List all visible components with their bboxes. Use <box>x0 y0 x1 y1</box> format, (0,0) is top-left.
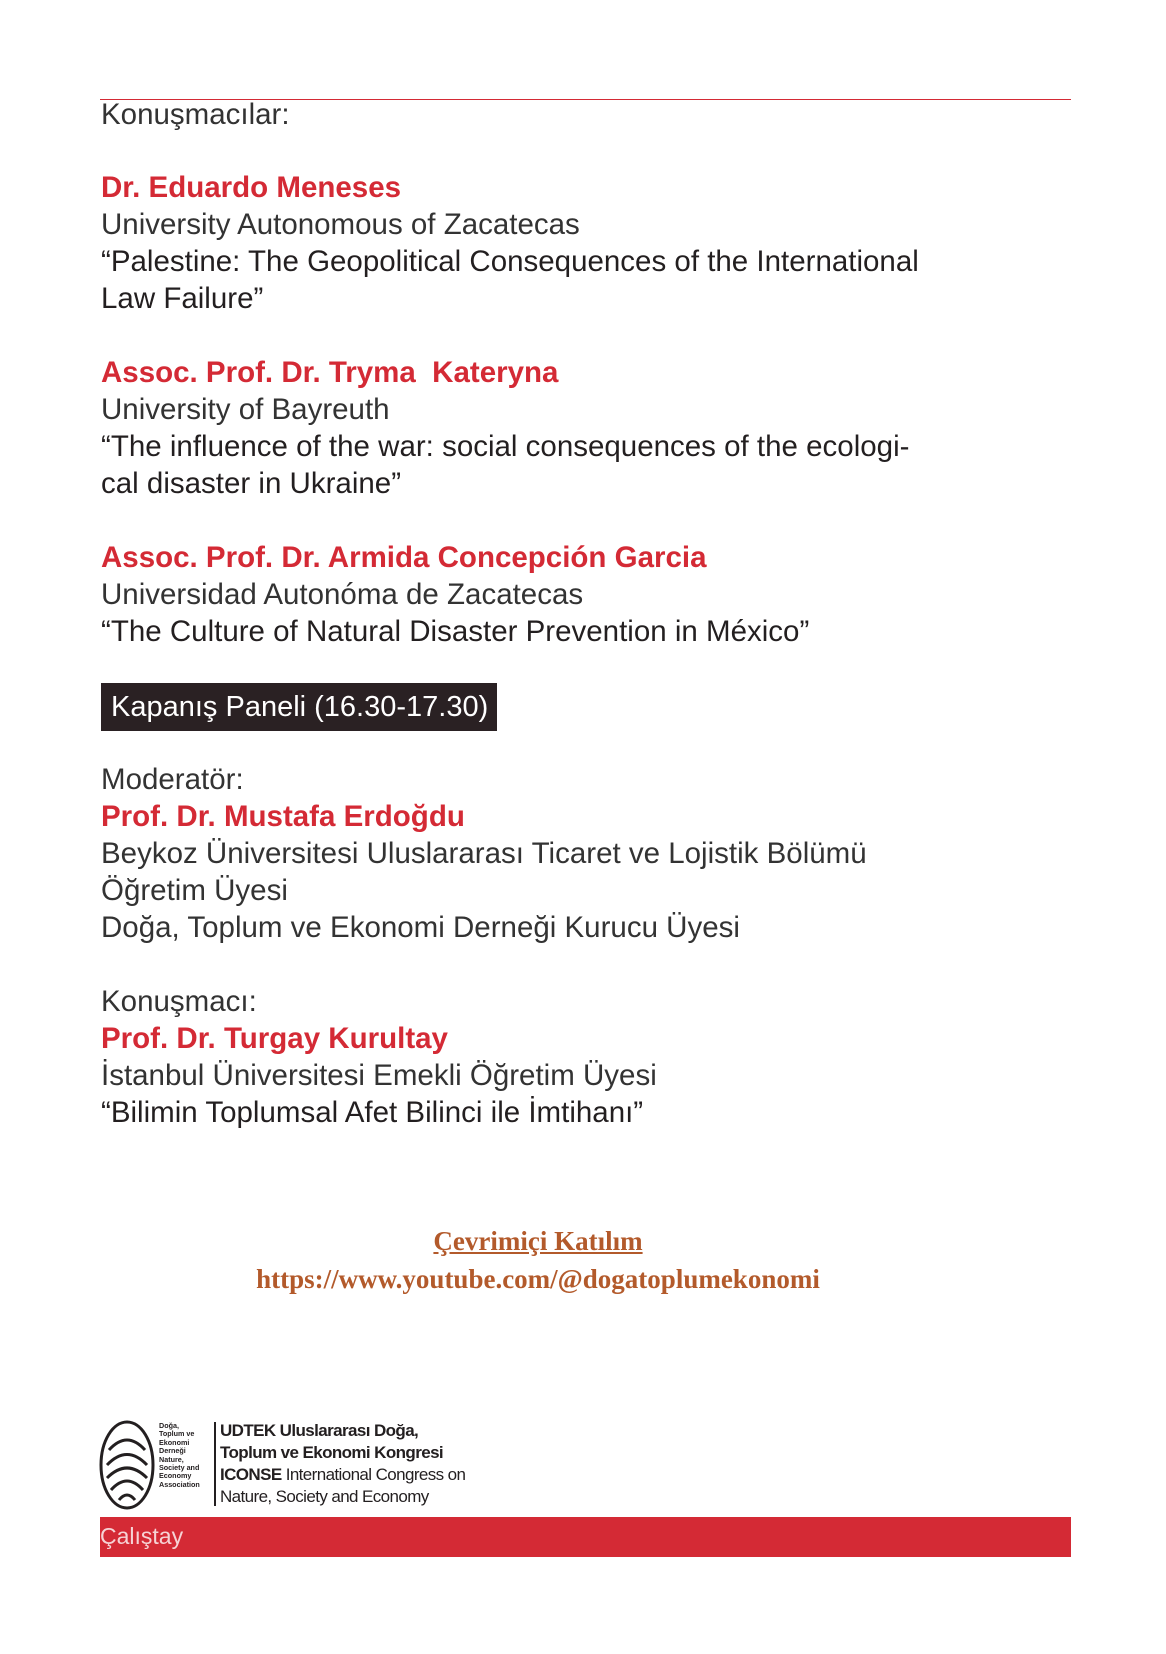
moderator-name: Prof. Dr. Mustafa Erdoğdu <box>101 800 465 833</box>
association-name: Doğa, Toplum ve Ekonomi Derneği Nature, Society and Economy Association <box>159 1421 200 1489</box>
closing-speaker-heading: Konuşmacı: <box>101 985 257 1018</box>
congress-logo <box>99 1420 479 1510</box>
speaker-name: Assoc. Prof. Dr. Tryma Kateryna <box>101 356 559 389</box>
logo-divider <box>214 1422 216 1506</box>
udtek-acronym: UDTEK <box>220 1421 276 1440</box>
online-participation-title[interactable]: Çevrimiçi Katılım <box>433 1226 643 1256</box>
speaker-name: Assoc. Prof. Dr. Armida Concepción Garcia <box>101 541 707 574</box>
iconse-acronym: ICONSE <box>220 1465 282 1484</box>
moderator-block <box>101 761 1076 946</box>
online-participation <box>0 1222 1076 1298</box>
speaker-affiliation: Universidad Autonóma de Zacatecas <box>101 578 584 611</box>
moderator-heading: Moderatör: <box>101 763 244 796</box>
speaker-block-1 <box>101 169 1076 317</box>
congress-name: UDTEK Uluslararası Doğa, Toplum ve Ekonomi Kongresi ICONSE International Congress on Nature, Society and Economy <box>220 1421 466 1506</box>
footer-bar <box>100 1517 1071 1557</box>
speaker-block-2 <box>101 354 1076 502</box>
speakers-heading: Konuşmacılar: <box>101 98 290 131</box>
speaker-name: Dr. Eduardo Meneses <box>101 171 402 204</box>
program-content <box>101 100 1076 1131</box>
talk-title-line: “The influence of the war: social consequences of the ecologi- <box>101 430 910 463</box>
talk-title-line: Law Failure” <box>101 282 264 315</box>
closing-panel-badge-wrap <box>101 683 1076 727</box>
closing-speaker-affiliation: İstanbul Üniversitesi Emekli Öğretim Üyesi <box>101 1059 657 1092</box>
speaker-affiliation: University of Bayreuth <box>101 393 390 426</box>
closing-talk-title: “Bilimin Toplumsal Afet Bilinci ile İmtihanı” <box>101 1096 644 1129</box>
moderator-affiliation-line: Doğa, Toplum ve Ekonomi Derneği Kurucu Üyesi <box>101 911 740 944</box>
talk-title-line: cal disaster in Ukraine” <box>101 467 402 500</box>
moderator-affiliation-line: Öğretim Üyesi <box>101 874 288 907</box>
closing-speaker-name: Prof. Dr. Turgay Kurultay <box>101 1022 448 1055</box>
talk-title-line: “Palestine: The Geopolitical Consequences of the International <box>101 245 919 278</box>
speaker-block-3 <box>101 539 1076 650</box>
association-emblem-icon <box>99 1420 157 1510</box>
footer-label: Çalıştay <box>100 1523 184 1549</box>
closing-panel-badge: Kapanış Paneli (16.30-17.30) <box>101 683 497 731</box>
moderator-affiliation-line: Beykoz Üniversitesi Uluslararası Ticaret ve Lojistik Bölümü <box>101 837 867 870</box>
speaker-affiliation: University Autonomous of Zacatecas <box>101 208 580 241</box>
talk-title-line: “The Culture of Natural Disaster Prevention in México” <box>101 615 810 648</box>
youtube-link[interactable]: https://www.youtube.com/@dogatoplumekonomi <box>256 1264 820 1294</box>
closing-speaker-block <box>101 983 1076 1131</box>
